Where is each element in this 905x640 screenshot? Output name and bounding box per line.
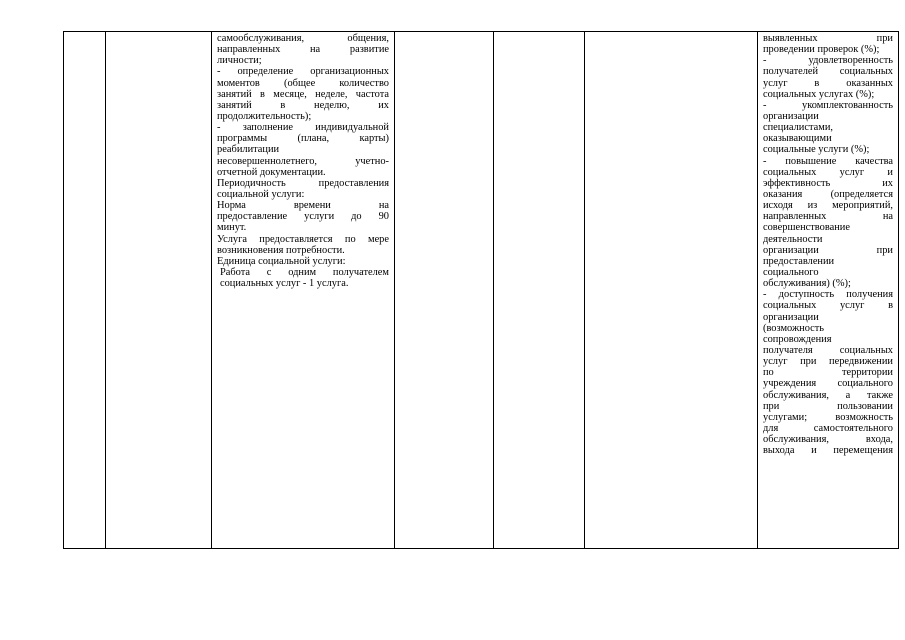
text-line: отчетной документации. xyxy=(217,166,326,178)
text-line: социальных услуг и xyxy=(763,166,893,178)
text-line: исходя из мероприятий, xyxy=(763,200,893,212)
services-table xyxy=(63,31,899,549)
service-description-text xyxy=(212,32,394,289)
text-line: - определение организационных xyxy=(217,66,389,78)
text-line: деятельности xyxy=(763,233,823,245)
text-line: специалистами, xyxy=(763,122,833,134)
table-row xyxy=(64,32,899,549)
cell-quality-indicators xyxy=(758,32,899,549)
text-line: Услуга предоставляется по мере xyxy=(217,233,389,245)
text-line: продолжительность); xyxy=(217,110,312,122)
text-line: эффективность их xyxy=(763,177,893,189)
text-line: организации xyxy=(763,311,819,323)
cell-number xyxy=(64,32,106,549)
text-line: по территории xyxy=(763,367,893,379)
text-line: несовершеннолетнего, учетно- xyxy=(217,155,389,167)
text-line: самообслуживания, общения, xyxy=(217,33,389,44)
text-line: Работа с одним получателем xyxy=(220,266,389,278)
text-line: социальных услуг - 1 услуга. xyxy=(220,278,349,290)
text-line: выхода и перемещения xyxy=(763,445,893,457)
text-line: возникновения потребности. xyxy=(217,244,345,256)
text-line: (возможность xyxy=(763,322,825,334)
text-line: направленных на xyxy=(763,211,893,223)
text-line: при пользовании xyxy=(763,400,893,412)
cell-service-description xyxy=(212,32,395,549)
cell-empty-5 xyxy=(494,32,585,549)
text-line: предоставление услуги до 90 xyxy=(217,211,389,223)
text-line: получателей социальных xyxy=(763,66,893,78)
text-line: социальной услуги: xyxy=(217,188,305,200)
text-line: услуг при передвижении xyxy=(763,356,893,368)
text-line: организации при xyxy=(763,244,893,256)
text-line: социальных услугах (%); xyxy=(763,88,875,100)
text-line: Периодичность предоставления xyxy=(217,177,389,189)
text-line: программы (плана, карты) xyxy=(217,133,389,145)
cell-empty-4 xyxy=(395,32,494,549)
text-line: услугами; возможность xyxy=(763,411,893,423)
quality-indicators-text xyxy=(758,32,898,456)
text-line: организации xyxy=(763,110,819,122)
text-line: социальных услуг в xyxy=(763,300,893,312)
text-line: учреждения социального xyxy=(763,378,893,390)
text-line: - заполнение индивидуальной xyxy=(217,122,389,134)
text-line: обслуживания) (%); xyxy=(763,278,851,290)
text-line: для самостоятельного xyxy=(763,422,893,434)
text-line: предоставлении xyxy=(763,255,835,267)
text-line: оказывающими xyxy=(763,133,832,145)
text-line: обслуживания, а также xyxy=(763,389,893,401)
text-line: социальные услуги (%); xyxy=(763,144,870,156)
text-line: оказания (определяется xyxy=(763,188,893,200)
text-line: - доступность получения xyxy=(763,289,893,301)
text-line: занятий в месяце, неделе, частота xyxy=(217,88,389,100)
text-line: занятий в неделю, их xyxy=(217,99,389,111)
cell-service-name xyxy=(106,32,212,549)
text-line: - укомплектованность xyxy=(763,99,893,111)
text-line: направленных на развитие xyxy=(217,44,389,56)
text-line: обслуживания, входа, xyxy=(763,434,893,446)
text-line: минут. xyxy=(217,222,247,234)
text-line: социального xyxy=(763,266,819,278)
text-line: проведении проверок (%); xyxy=(763,44,880,56)
text-line: Единица социальной услуги: xyxy=(217,255,346,267)
text-line: личности; xyxy=(217,55,262,67)
text-line: реабилитации xyxy=(217,144,280,156)
text-line: Норма времени на xyxy=(217,200,389,212)
text-line: услуг в оказанных xyxy=(763,77,893,89)
text-line: - удовлетворенность xyxy=(763,55,893,67)
text-line: выявленных при xyxy=(763,33,893,44)
text-line: совершенствование xyxy=(763,222,850,234)
text-line: получателя социальных xyxy=(763,344,893,356)
text-line: сопровождения xyxy=(763,333,832,345)
cell-empty-6 xyxy=(585,32,758,549)
text-line: - повышение качества xyxy=(763,155,893,167)
text-line: моментов (общее количество xyxy=(217,77,389,89)
